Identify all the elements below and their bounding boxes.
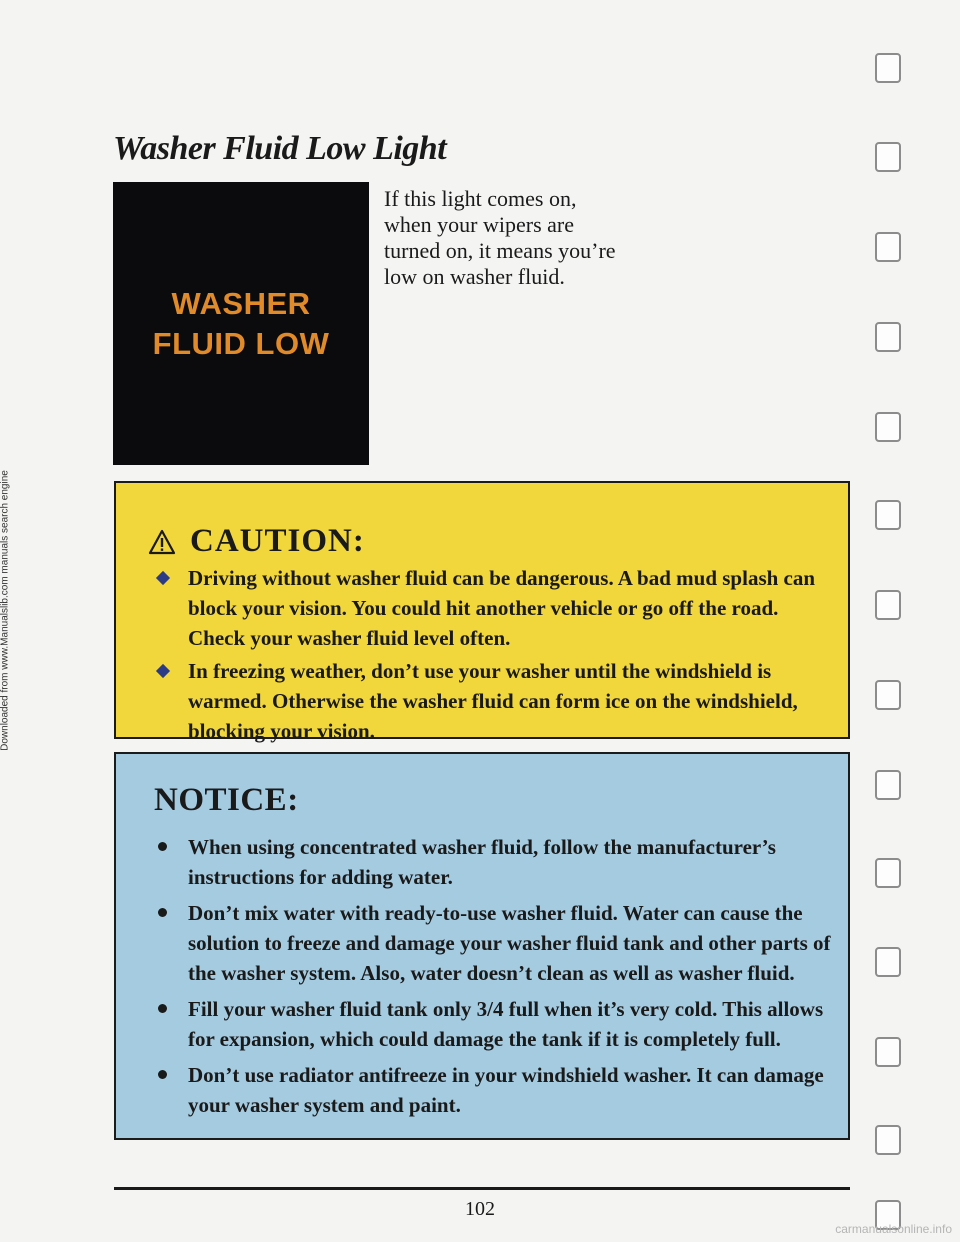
section-tab-marker <box>875 53 901 83</box>
warning-triangle-icon <box>148 529 176 555</box>
footer-rule <box>114 1187 850 1190</box>
section-tab-marker <box>875 500 901 530</box>
section-tab-marker <box>875 322 901 352</box>
section-tab-marker <box>875 1037 901 1067</box>
indicator-line-2: FLUID LOW <box>152 325 330 361</box>
section-tab-marker <box>875 412 901 442</box>
notice-box <box>114 752 850 1140</box>
section-tab-marker <box>875 232 901 262</box>
caution-item-text: In freezing weather, don’t use your washer until the windshield is warmed. Otherwise the washer fluid can form ice on the windshield, blocking your vision. <box>188 659 798 743</box>
caution-item <box>150 563 840 653</box>
dot-bullet-icon <box>158 1070 167 1079</box>
notice-item <box>150 898 840 988</box>
download-banner <box>0 0 12 1242</box>
section-tab-marker <box>875 770 901 800</box>
section-tab-marker <box>875 1125 901 1155</box>
caution-box <box>114 481 850 743</box>
page-number: 102 <box>465 1198 495 1220</box>
notice-item-text: Fill your washer fluid tank only 3/4 full when it’s very cold. This allows for expansion, which could damage the tank if it is completely full. <box>188 997 824 1051</box>
caution-header <box>148 523 365 560</box>
notice-heading: NOTICE: <box>154 782 299 818</box>
watermark: carmanualsonline.info <box>835 1222 952 1236</box>
caution-list <box>150 563 840 749</box>
notice-item-text: Don’t use radiator antifreeze in your windshield washer. It can damage your washer system and paint. <box>188 1063 824 1117</box>
dot-bullet-icon <box>158 908 167 917</box>
diamond-bullet-icon <box>156 664 170 678</box>
caution-item-text: Driving without washer fluid can be dangerous. A bad mud splash can block your vision. You could hit another vehicle or go off the road. Check your washer fluid level often. <box>188 566 816 650</box>
intro-paragraph: If this light comes on, when your wipers are turned on, it means you’re low on washer fluid. <box>384 186 616 289</box>
section-tab-marker <box>875 680 901 710</box>
caution-heading: CAUTION: <box>190 523 365 559</box>
dot-bullet-icon <box>158 1004 167 1013</box>
download-banner-text: Downloaded from www.Manualslib.com manuals search engine <box>0 470 11 751</box>
page-title: Washer Fluid Low Light <box>113 130 447 167</box>
notice-item <box>150 994 840 1054</box>
notice-item-text: Don’t mix water with ready-to-use washer fluid. Water can cause the solution to freeze and damage your washer fluid tank and other parts of the washer system. Also, water doesn’t clean as well as washer fluid. <box>188 901 831 985</box>
section-tab-marker <box>875 590 901 620</box>
notice-item-text: When using concentrated washer fluid, follow the manufacturer’s instructions for adding water. <box>188 835 776 889</box>
notice-item <box>150 1060 840 1120</box>
notice-item <box>150 832 840 892</box>
dot-bullet-icon <box>158 842 167 851</box>
indicator-line-1: WASHER <box>171 285 311 321</box>
section-tab-marker <box>875 947 901 977</box>
section-tab-marker <box>875 858 901 888</box>
notice-list <box>150 832 840 1126</box>
caution-item <box>150 656 840 746</box>
section-tab-marker <box>875 142 901 172</box>
washer-fluid-low-indicator <box>113 182 369 465</box>
diamond-bullet-icon <box>156 571 170 585</box>
